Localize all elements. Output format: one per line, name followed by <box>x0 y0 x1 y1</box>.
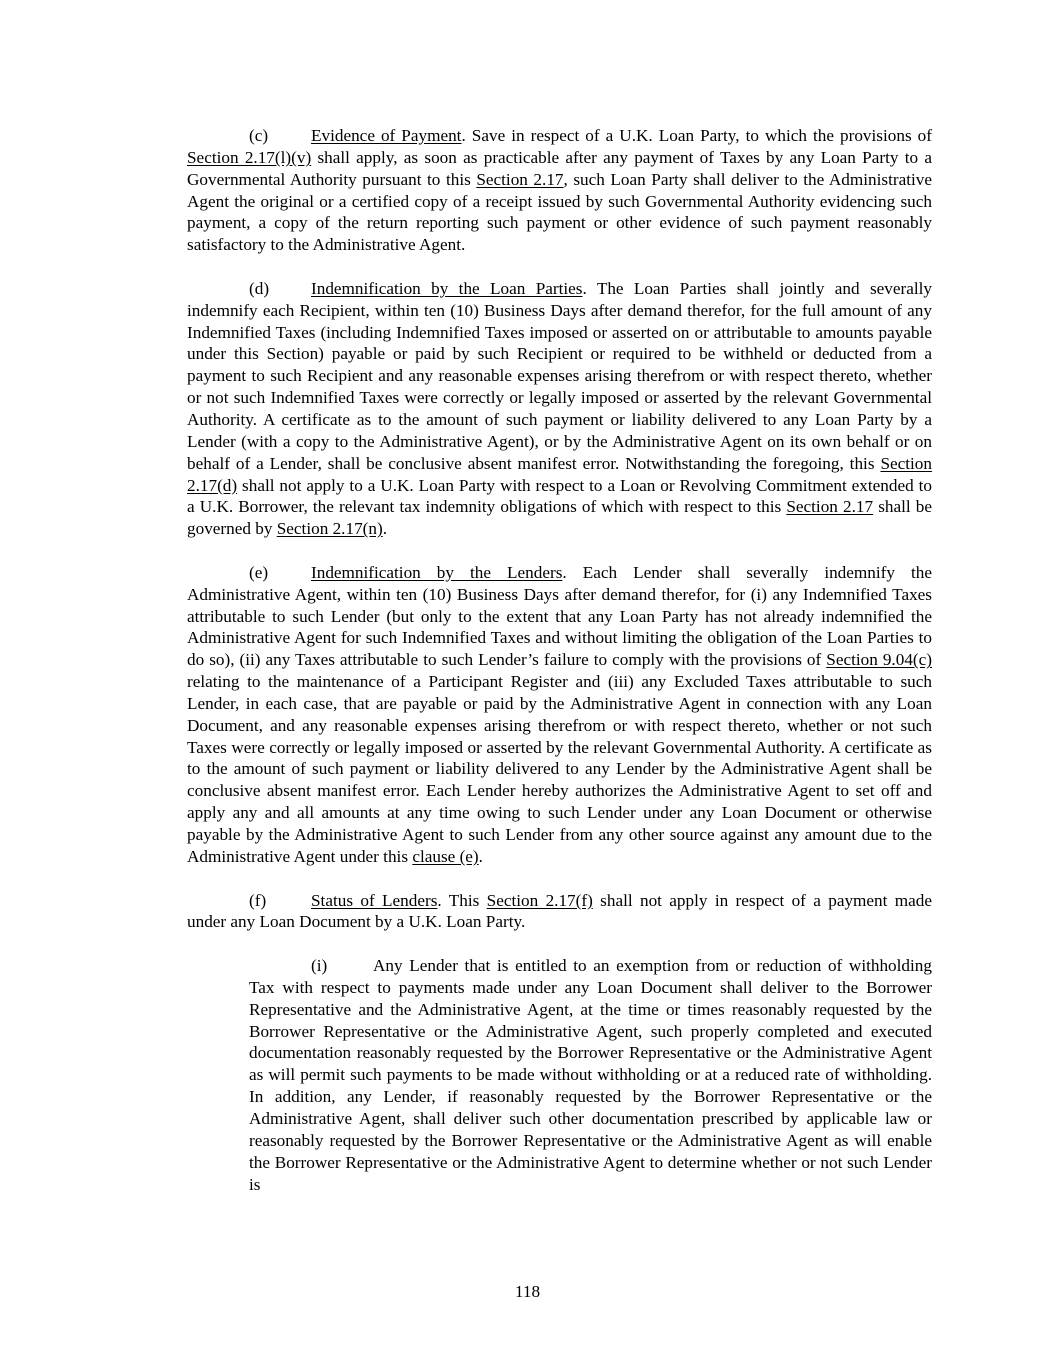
section-heading: Indemnification by the Lenders <box>311 562 563 582</box>
cross-reference: Section 2.17(n) <box>276 519 383 539</box>
paragraph-label: (c) <box>249 126 269 145</box>
paragraph-text: . This <box>437 890 487 910</box>
paragraph-text: . <box>382 519 388 539</box>
paragraph-f-i-exemption <box>249 955 932 1195</box>
cross-reference: Section 2.17(d) <box>187 453 932 495</box>
paragraph-text: shall not apply to a U.K. Loan Party with respect to a Loan or Revolving Commitment extended to a U.K. Borrower, the relevant tax indemnity obligations of which with respect to this <box>187 475 932 517</box>
paragraph-f-status-of-lenders <box>187 890 932 934</box>
paragraph-d-indemnification-by-loan-parties <box>187 278 932 540</box>
paragraph-text: Any Lender that is entitled to an exemption from or reduction of withholding Tax with respect to payments made under any Loan Document shall deliver to the Borrower Representative and the Administrative Agent, at the time or times reasonably requested by the Borrower Representative or the Administrative Agent, such properly completed and executed documentation reasonably requested by the Borrower Representative or the Administrative Agent as will permit such payments to be made without withholding or at a reduced rate of withholding. In addition, any Lender, if reasonably requested by the Borrower Representative or the Administrative Agent, shall deliver such other documentation prescribed by applicable law or reasonably requested by the Borrower Representative or the Administrative Agent as will enable the Borrower Representative or the Administrative Agent to determine whether or not such Lender is <box>249 956 932 1194</box>
paragraph-text: relating to the maintenance of a Participant Register and (iii) any Excluded Taxes attributable to such Lender, in each case, that are payable or paid by the Administrative Agent in connection with any Loan Document, and any reasonable expenses arising therefrom or with respect thereto, whether or not such Taxes were correctly or legally imposed or asserted by the relevant Governmental Authority. A certificate as to the amount of such payment or liability delivered to any Lender by the Administrative Agent shall be conclusive absent manifest error. Each Lender hereby authorizes the Administrative Agent to set off and apply any and all amounts at any time owing to such Lender under any Loan Document or otherwise payable by the Administrative Agent to such Lender from any other source against any amount due to the Administrative Agent under this <box>187 672 932 866</box>
paragraph-text: . <box>478 846 483 866</box>
section-heading: Evidence of Payment <box>311 126 462 145</box>
section-heading: Status of Lenders <box>311 890 438 910</box>
paragraph-text: shall be governed by <box>187 497 932 539</box>
paragraph-text: , such Loan Party shall deliver to the Administrative Agent the original or a certified copy of a receipt issued by such Governmental Authority evidencing such payment, a copy of the return reporting such payment or other evidence of such payment reasonably satisfactory to the Administrative Agent. <box>187 169 932 255</box>
cross-reference: Section 9.04(c) <box>826 650 932 670</box>
document-page-body <box>187 125 932 1217</box>
paragraph-text: . Each Lender shall severally indemnify the Administrative Agent, within ten (10) Business Days after demand therefor, for (i) any Indemnified Taxes attributable to such Lender (but only to the extent that any Loan Party has not already indemnified the Administrative Agent for such Indemnified Taxes and without limiting the obligation of the Loan Parties to do so), (ii) any Taxes attributable to such Lender’s failure to comply with the provisions of <box>187 562 932 670</box>
paragraph-label: (e) <box>249 562 269 582</box>
paragraph-label: (i) <box>311 956 328 976</box>
paragraph-c-evidence-of-payment <box>187 125 932 256</box>
cross-reference: Section 2.17 <box>476 169 564 189</box>
cross-reference: Section 2.17(l)(v) <box>187 147 312 167</box>
paragraph-label: (d) <box>249 278 270 298</box>
cross-reference: Section 2.17 <box>786 497 874 517</box>
paragraph-text: shall apply, as soon as practicable after any payment of Taxes by any Loan Party to a Governmental Authority pursuant to this <box>187 147 932 189</box>
paragraph-label: (f) <box>249 890 267 910</box>
paragraph-text: . The Loan Parties shall jointly and severally indemnify each Recipient, within ten (10) Business Days after demand therefor, for the full amount of any Indemnified Taxes (including Indemnified Taxes imposed or asserted on or attributable to amounts payable under this Section) payable or paid by such Recipient or required to be withheld or deducted from a payment to such Recipient and any reasonable expenses arising therefrom or with respect thereto, whether or not such Indemnified Taxes were correctly or legally imposed or asserted by the relevant Governmental Authority. A certificate as to the amount of such payment or liability delivered to any Loan Party by a Lender (with a copy to the Administrative Agent), or by the Administrative Agent on its own behalf or on behalf of a Lender, shall be conclusive absent manifest error. Notwithstanding the foregoing, this <box>187 278 932 473</box>
cross-reference: Section 2.17(f) <box>486 890 593 910</box>
paragraph-text: . Save in respect of a U.K. Loan Party, to which the provisions of <box>461 126 932 145</box>
paragraph-text: shall not apply in respect of a payment made under any Loan Document by a U.K. Loan Party. <box>187 890 932 932</box>
page-number: 118 <box>514 1282 541 1301</box>
cross-reference: clause (e) <box>412 846 479 866</box>
paragraph-e-indemnification-by-lenders <box>187 562 932 868</box>
section-heading: Indemnification by the Loan Parties <box>311 278 583 298</box>
